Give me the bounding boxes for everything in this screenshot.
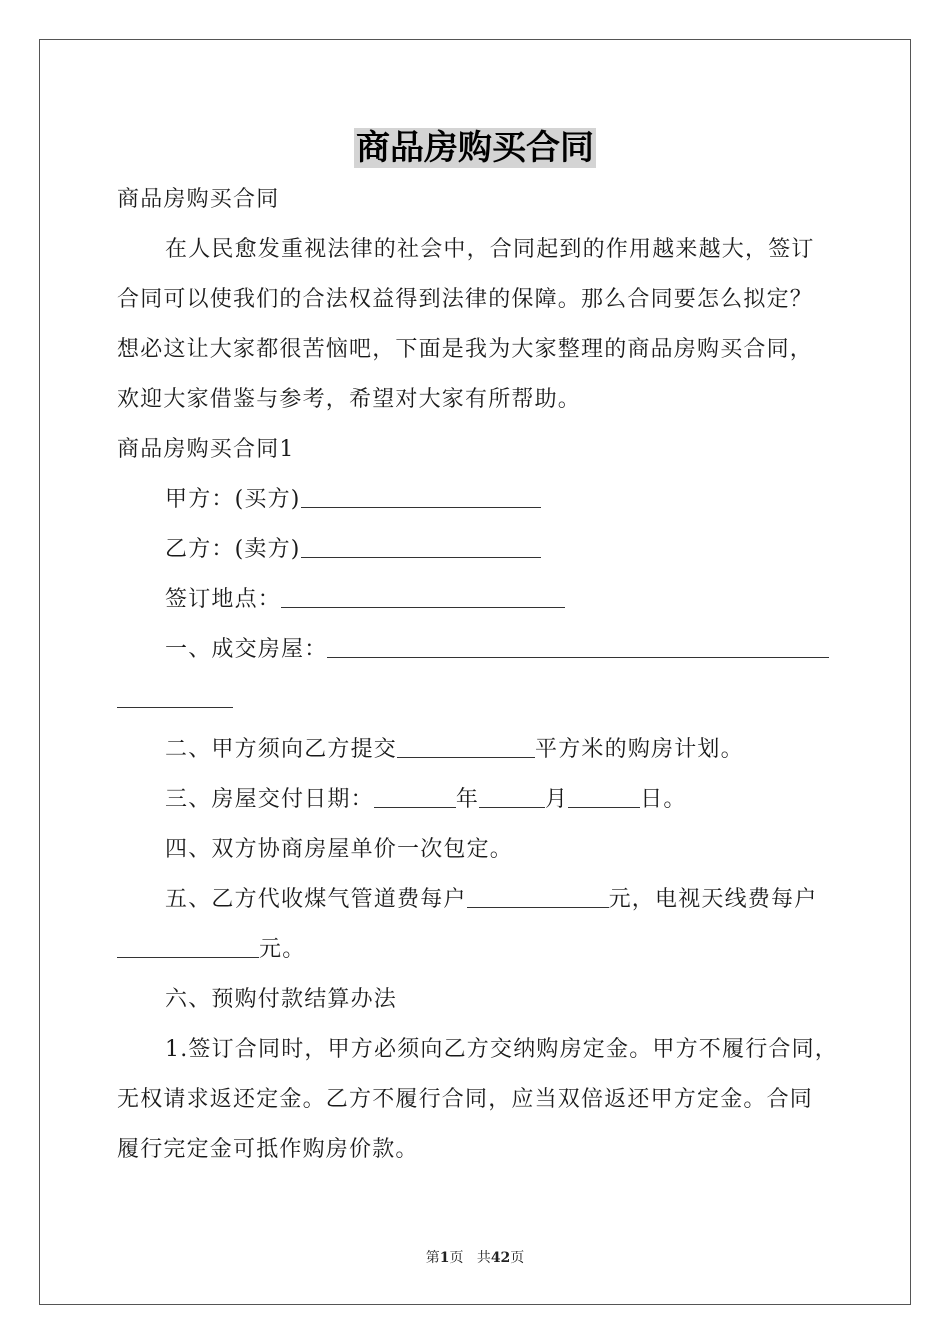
clause-6-line: 六、预购付款结算办法 <box>165 987 398 1012</box>
clause-5-text-a: 五、乙方代收煤气管道费每户 <box>165 887 467 912</box>
clause-3-year-blank <box>374 777 456 808</box>
document-title: 商品房购买合同 <box>356 128 594 168</box>
clause-5-line <box>117 875 862 925</box>
sign-place-label: 签订地点： <box>165 587 282 612</box>
sign-place-blank <box>281 577 565 608</box>
document-body <box>117 175 862 1175</box>
footer-total-suffix: 页 <box>510 1250 525 1266</box>
clause-3-day: 日。 <box>640 787 687 812</box>
clause-3-day-blank <box>568 777 640 808</box>
clause-1-line <box>117 625 862 675</box>
party-b-blank <box>301 527 541 558</box>
intro-line-3: 想必这让大家都很苦恼吧，下面是我为大家整理的商品房购买合同， <box>117 337 814 362</box>
clause-3-line <box>117 775 862 825</box>
clause-2-text-a: 二、甲方须向乙方提交 <box>165 737 398 762</box>
clause-1-label: 一、成交房屋： <box>165 637 328 662</box>
clause-3-month-blank <box>479 777 545 808</box>
clause-5-tv-blank <box>117 927 259 958</box>
clause-4-line: 四、双方协商房屋单价一次包定。 <box>165 837 514 862</box>
party-b-label: 乙方：(卖方) <box>165 537 301 562</box>
party-a-line <box>117 475 862 525</box>
section-heading: 商品房购买合同1 <box>117 437 295 462</box>
clause-5-text-c: 元。 <box>259 937 306 962</box>
clause-1-blank-2 <box>117 677 233 708</box>
item-1-line-3: 履行完定金可抵作购房价款。 <box>117 1137 419 1162</box>
party-b-line <box>117 525 862 575</box>
clause-5-gas-blank <box>467 877 609 908</box>
party-a-label: 甲方：(买方) <box>165 487 301 512</box>
clause-3-month: 月 <box>545 787 569 812</box>
footer-page-prefix: 第 <box>425 1250 440 1266</box>
item-1-line-2: 无权请求返还定金。乙方不履行合同，应当双倍返还甲方定金。合同 <box>117 1087 814 1112</box>
footer-total-prefix: 共 <box>476 1250 491 1266</box>
page-footer <box>0 1247 950 1267</box>
subtitle: 商品房购买合同 <box>117 187 280 212</box>
title-container <box>0 128 950 168</box>
intro-line-2: 合同可以使我们的合法权益得到法律的保障。那么合同要怎么拟定？ <box>117 287 814 312</box>
clause-3-label: 三、房屋交付日期： <box>165 787 374 812</box>
clause-1-blank <box>327 627 829 658</box>
intro-line-1: 在人民愈发重视法律的社会中，合同起到的作用越来越大，签订 <box>165 237 815 262</box>
footer-page-suffix: 页 <box>449 1250 464 1266</box>
footer-total-pages: 42 <box>490 1250 511 1266</box>
clause-5-text-b: 元，电视天线费每户 <box>608 887 818 912</box>
sign-place-line <box>117 575 862 625</box>
intro-line-4: 欢迎大家借鉴与参考，希望对大家有所帮助。 <box>117 387 582 412</box>
clause-1-continuation <box>117 675 862 725</box>
clause-5-continuation <box>117 925 862 975</box>
item-1-line-1: 1.签订合同时，甲方必须向乙方交纳购房定金。甲方不履行合同， <box>165 1037 838 1062</box>
party-a-blank <box>301 477 541 508</box>
clause-3-year: 年 <box>455 787 480 812</box>
clause-2-line <box>117 725 862 775</box>
footer-page-number: 1 <box>439 1250 450 1266</box>
clause-2-text-b: 平方米的购房计划。 <box>535 737 744 762</box>
clause-2-blank <box>397 727 535 758</box>
